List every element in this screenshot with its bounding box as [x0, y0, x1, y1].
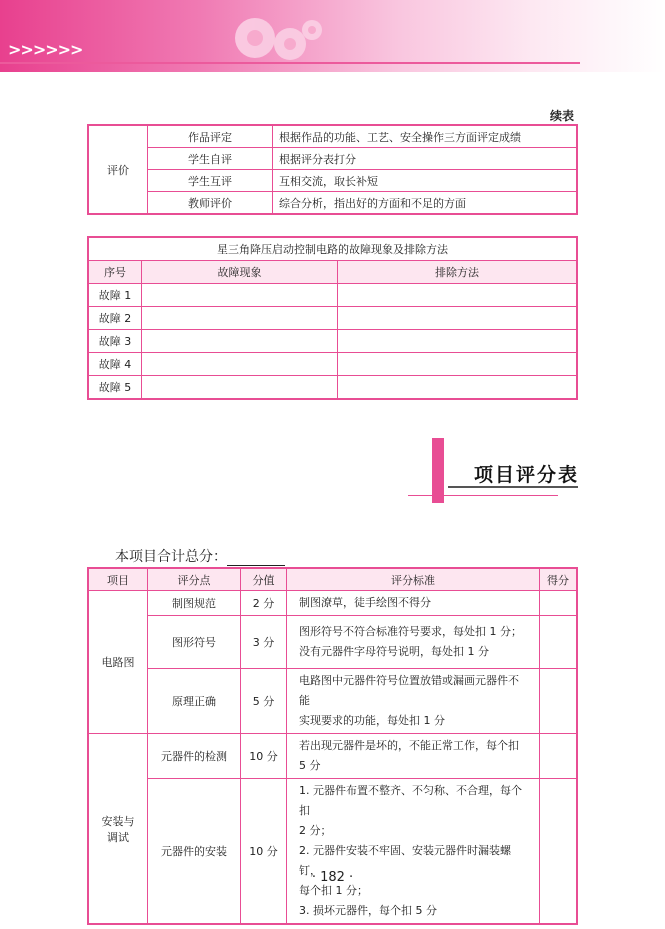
score-project: 电路图 [88, 591, 148, 734]
fault-row-label: 故障 4 [88, 353, 142, 376]
eval-item: 学生自评 [148, 148, 273, 170]
score-point: 原理正确 [148, 669, 241, 734]
eval-desc: 综合分析，指出好的方面和不足的方面 [273, 192, 578, 215]
evaluation-table [87, 124, 578, 215]
score-point: 元器件的安装 [148, 779, 241, 925]
fault-table [87, 236, 578, 400]
fault-cell [338, 330, 578, 353]
fault-row-label: 故障 3 [88, 330, 142, 353]
eval-category: 评价 [88, 125, 148, 214]
score-standard: 制图潦草，徒手绘图不得分 [287, 591, 540, 616]
fault-row-label: 故障 2 [88, 307, 142, 330]
fault-cell [142, 307, 338, 330]
fault-cell [142, 353, 338, 376]
score-project: 安装与 调试 [88, 734, 148, 925]
score-cell [540, 734, 578, 779]
total-score-label: 本项目合计总分： [115, 549, 227, 565]
fault-cell [338, 307, 578, 330]
eval-desc: 根据作品的功能、工艺、安全操作三方面评定成绩 [273, 125, 578, 148]
score-cell [540, 779, 578, 925]
score-point: 图形符号 [148, 616, 241, 669]
score-header: 项目 [88, 568, 148, 591]
score-standard: 电路图中元器件符号位置放错或漏画元器件不能 实现要求的功能，每处扣 1 分 [287, 669, 540, 734]
score-header: 评分点 [148, 568, 241, 591]
gears-icon [220, 6, 330, 66]
fault-table-title: 星三角降压启动控制电路的故障现象及排除方法 [88, 237, 577, 261]
score-value: 2 分 [241, 591, 287, 616]
score-standard: 图形符号不符合标准符号要求，每处扣 1 分； 没有元器件字母符号说明，每处扣 1 分 [287, 616, 540, 669]
eval-item: 学生互评 [148, 170, 273, 192]
section-title-underline [448, 486, 578, 488]
continued-label: 续表 [549, 109, 574, 123]
total-score-blank [227, 551, 285, 566]
chevron-right-icon: >>>>>> [8, 40, 83, 59]
eval-desc: 根据评分表打分 [273, 148, 578, 170]
score-cell [540, 591, 578, 616]
fault-row-label: 故障 1 [88, 284, 142, 307]
page-number: · 182 · [311, 870, 354, 885]
fault-header: 排除方法 [338, 261, 578, 284]
score-header: 得分 [540, 568, 578, 591]
fault-header: 故障现象 [142, 261, 338, 284]
score-value: 5 分 [241, 669, 287, 734]
fault-cell [142, 284, 338, 307]
fault-header: 序号 [88, 261, 142, 284]
eval-item: 作品评定 [148, 125, 273, 148]
score-header: 分值 [241, 568, 287, 591]
score-value: 10 分 [241, 734, 287, 779]
score-standard: 1. 元器件布置不整齐、不匀称、不合理，每个扣 2 分； 2. 元器件安装不牢固、安装元器件时漏装螺钉， 每个扣 1 分； 3. 损坏元器件，每个扣 5 分 [287, 779, 540, 925]
score-value: 3 分 [241, 616, 287, 669]
score-cell [540, 669, 578, 734]
total-score [115, 546, 285, 566]
score-header: 评分标准 [287, 568, 540, 591]
score-point: 元器件的检测 [148, 734, 241, 779]
score-cell [540, 616, 578, 669]
eval-item: 教师评价 [148, 192, 273, 215]
section-title-underline [408, 495, 558, 496]
section-title: 项目评分表 [474, 464, 580, 486]
fault-cell [142, 376, 338, 400]
fault-cell [338, 353, 578, 376]
fault-cell [338, 284, 578, 307]
fault-cell [142, 330, 338, 353]
section-title-bar [432, 438, 444, 503]
score-point: 制图规范 [148, 591, 241, 616]
score-value: 10 分 [241, 779, 287, 925]
score-standard: 若出现元器件是坏的，不能正常工作，每个扣 5 分 [287, 734, 540, 779]
fault-cell [338, 376, 578, 400]
eval-desc: 互相交流，取长补短 [273, 170, 578, 192]
fault-row-label: 故障 5 [88, 376, 142, 400]
